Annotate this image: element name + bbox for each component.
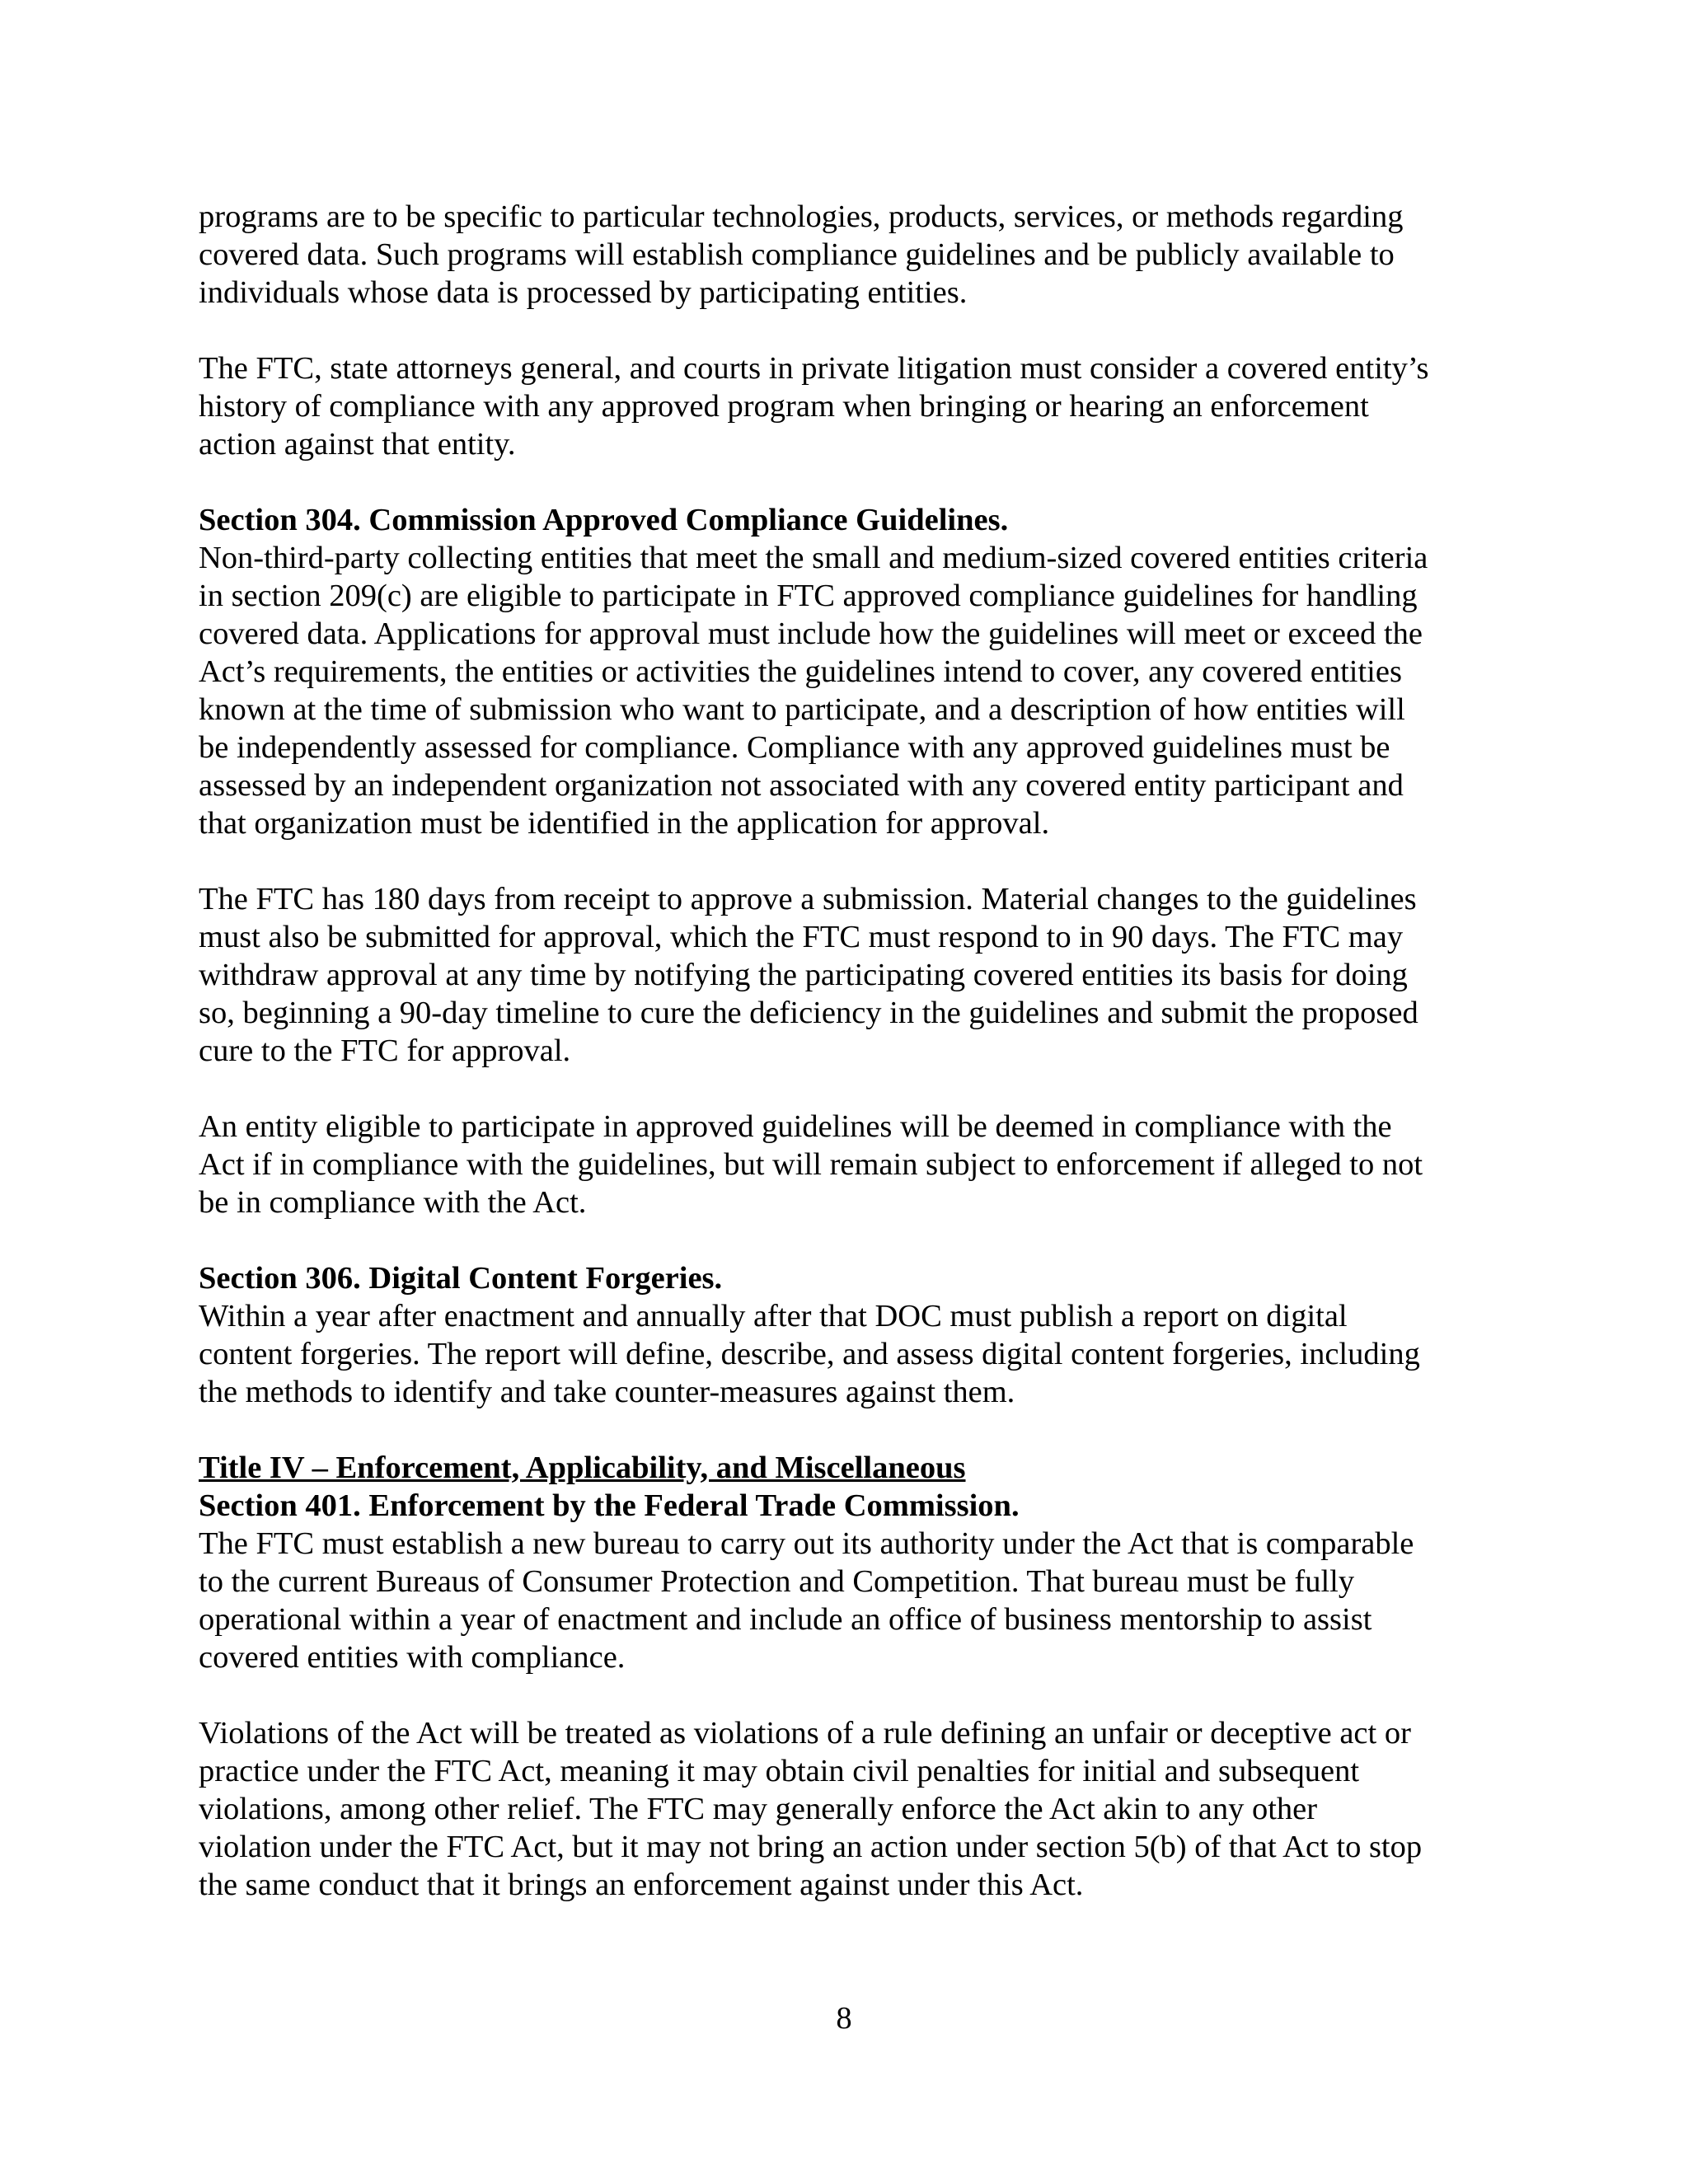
section-401-heading: Section 401. Enforcement by the Federal Trade Commission.	[199, 1488, 1020, 1523]
section-306-heading: Section 306. Digital Content Forgeries.	[199, 1261, 723, 1296]
page-number: 8	[836, 2001, 852, 2036]
section-306-paragraph-1: Within a year after enactment and annually after that DOC must publish a report on digital content forgeries. The report will define, describe, and assess digital content forgeries, including the methods to identify and take counter-measures against them.	[199, 1299, 1420, 1409]
section-304-heading: Section 304. Commission Approved Compliance Guidelines.	[199, 503, 1009, 537]
section-401-paragraph-1: The FTC must establish a new bureau to carry out its authority under the Act that is comparable to the current Bureaus of Consumer Protection and Competition. That bureau must be fully operational within a year of enactment and include an office of business mentorship to assist covered entities with compliance.	[199, 1526, 1414, 1675]
document-page	[199, 198, 1501, 1942]
section-304-paragraph-3: An entity eligible to participate in approved guidelines will be deemed in compliance with the Act if in compliance with the guidelines, but will remain subject to enforcement if alleged to not be in compliance with the Act.	[199, 1109, 1423, 1220]
section-304-paragraph-1: Non-third-party collecting entities that meet the small and medium-sized covered entities criteria in section 209(c) are eligible to participate in FTC approved compliance guidelines for handling covered data. Applications for approval must include how the guidelines will meet or exceed the Act’s requirements, the entities or activities the guidelines intend to cover, any covered entities known at the time of submission who want to participate, and a description of how entities will be independently assessed for compliance. Compliance with any approved guidelines must be assessed by an independent organization not associated with any covered entity participant and that organization must be identified in the application for approval.	[199, 541, 1428, 841]
section-304-paragraph-2: The FTC has 180 days from receipt to approve a submission. Material changes to the guidelines must also be submitted for approval, which the FTC must respond to in 90 days. The FTC may withdraw approval at any time by notifying the participating covered entities its basis for doing so, beginning a 90-day timeline to cure the deficiency in the guidelines and submit the proposed cure to the FTC for approval.	[199, 882, 1418, 1068]
title-iv-heading: Title IV – Enforcement, Applicability, and Miscellaneous	[199, 1451, 966, 1485]
paragraph-compliance-history: The FTC, state attorneys general, and courts in private litigation must consider a covered entity’s history of compliance with any approved program when bringing or hearing an enforcement action against that entity.	[199, 351, 1429, 462]
paragraph-programs-continued: programs are to be specific to particular technologies, products, services, or methods regarding covered data. Such programs will establish compliance guidelines and be publicly available to individuals whose data is processed by participating entities.	[199, 199, 1404, 310]
section-401-paragraph-2: Violations of the Act will be treated as violations of a rule defining an unfair or deceptive act or practice under the FTC Act, meaning it may obtain civil penalties for initial and subsequent violations, among other relief. The FTC may generally enforce the Act akin to any other violation under the FTC Act, but it may not bring an action under section 5(b) of that Act to stop the same conduct that it brings an enforcement against under this Act.	[199, 1716, 1423, 1902]
